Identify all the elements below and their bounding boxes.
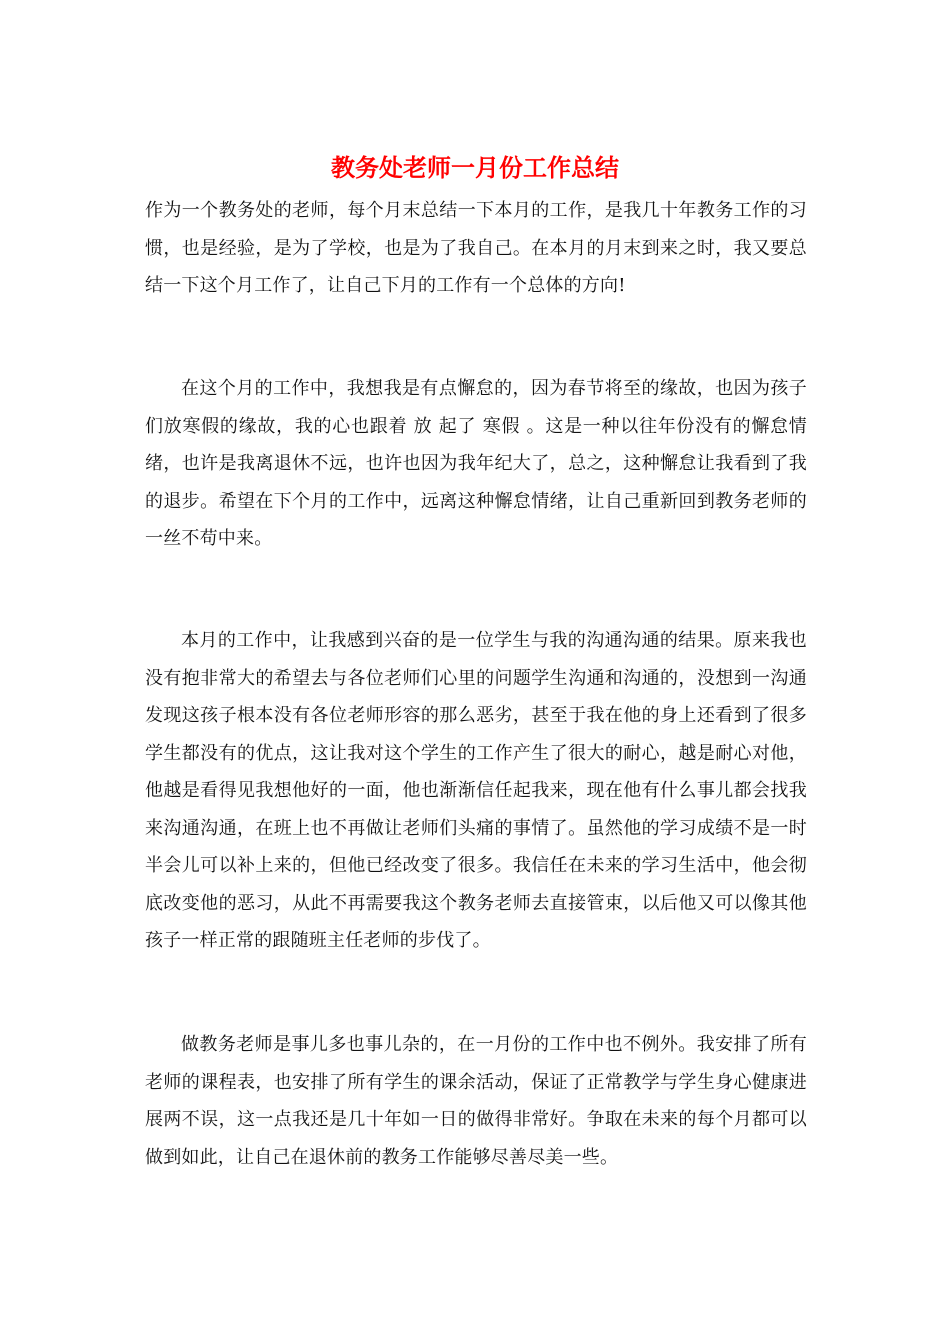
paragraph-scheduling: 做教务老师是事儿多也事儿杂的，在一月份的工作中也不例外。我安排了所有老师的课程表，也安排了所有学生的课余活动，保证了正常教学与学生身心健康进展两不误，这一点我还是几十年如一日的做得非常好。争取在未来的每个月都可以做到如此，让自己在退休前的教务工作能够尽善尽美一些。	[145, 1034, 807, 1168]
paragraph-student-communication: 本月的工作中，让我感到兴奋的是一位学生与我的沟通沟通的结果。原来我也没有抱非常大的希望去与各位老师们心里的问题学生沟通和沟通的，没想到一沟通发现这孩子根本没有各位老师形容的那么恶劣，甚至于我在他的身上还看到了很多学生都没有的优点，这让我对这个学生的工作产生了很大的耐心，越是耐心对他，他越是看得见我想他好的一面，他也渐渐信任起我来，现在他有什么事儿都会找我来沟通沟通，在班上也不再做让老师们头痛的事情了。虽然他的学习成绩不是一时半会儿可以补上来的，但他已经改变了很多。我信任在未来的学习生活中，他会彻底改变他的恶习，从此不再需要我这个教务老师去直接管束，以后他又可以像其他孩子一样正常的跟随班主任老师的步伐了。	[145, 630, 807, 951]
paragraph-intro: 作为一个教务处的老师，每个月末总结一下本月的工作，是我几十年教务工作的习惯，也是经验，是为了学校，也是为了我自己。在本月的月末到来之时，我又要总结一下这个月工作了，让自己下月的工作有一个总体的方向!	[145, 200, 807, 296]
paragraph-laziness: 在这个月的工作中，我想我是有点懈怠的，因为春节将至的缘故，也因为孩子们放寒假的缘故，我的心也跟着 放 起了 寒假 。这是一种以往年份没有的懈怠情绪，也许是我离退休不远，也许也因为我年纪大了，总之，这种懈怠让我看到了我的退步。希望在下个月的工作中，远离这种懈怠情绪，让自己重新回到教务老师的一丝不苟中来。	[145, 378, 807, 549]
document-title: 教务处老师一月份工作总结	[331, 153, 619, 182]
